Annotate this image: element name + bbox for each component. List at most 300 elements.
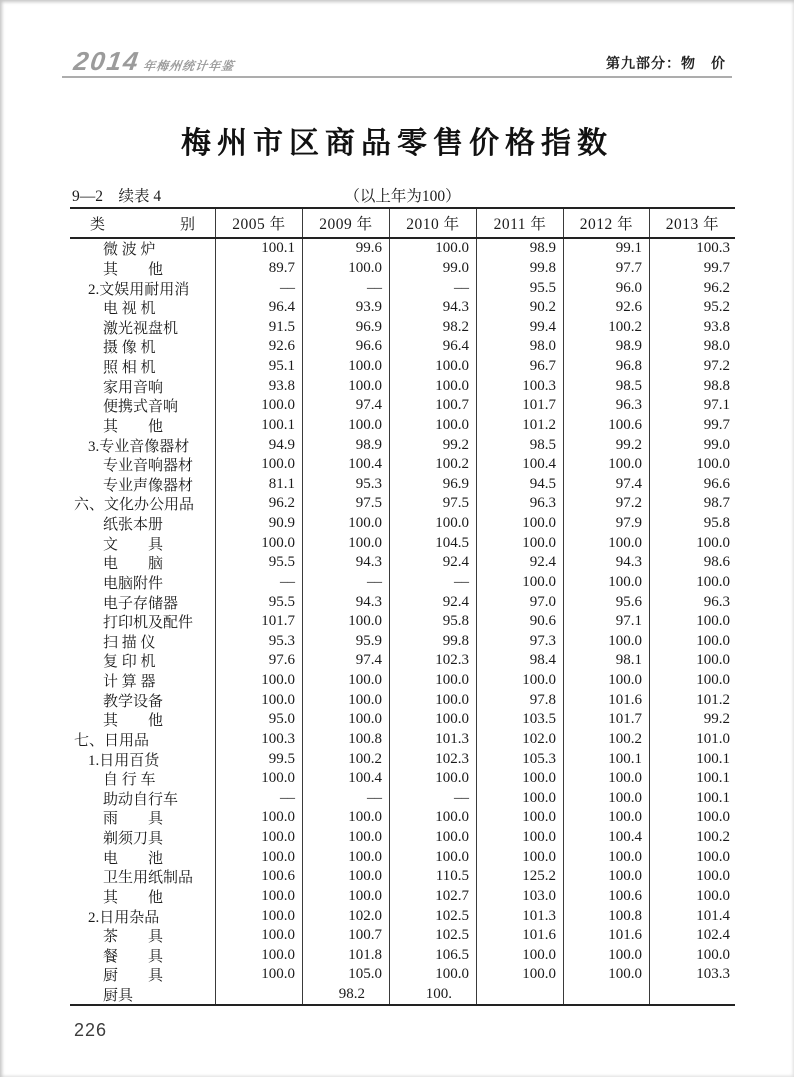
value-cell: 100.0: [389, 514, 476, 534]
category-cell: 打印机及配件: [103, 615, 194, 632]
value-cell: 100.0: [563, 769, 649, 789]
table-row: [70, 808, 735, 828]
value-cell: ––: [389, 789, 476, 809]
value-cell: 100.0: [389, 671, 476, 691]
page-number: 226: [74, 1020, 108, 1040]
table-row: [70, 318, 735, 338]
year-header-cell: 2010 年: [389, 209, 476, 237]
value-cell: 100.0: [215, 847, 302, 867]
category-cell: 电 脑: [103, 556, 164, 573]
value-cell: ––: [215, 789, 302, 809]
category-cell: 激光视盘机: [103, 320, 179, 337]
table-row: [70, 357, 735, 377]
table-row: [70, 475, 735, 495]
value-cell: 100.2: [389, 455, 476, 475]
value-cell: 98.0: [476, 337, 563, 357]
value-cell: 100.0: [215, 906, 302, 926]
table-row: [70, 573, 735, 593]
value-cell: 100.0: [389, 239, 476, 259]
value-cell: 95.0: [215, 710, 302, 730]
value-cell: 100.0: [302, 847, 389, 867]
value-cell: 100.0: [476, 769, 563, 789]
value-cell: [476, 985, 563, 1005]
value-cell: 98.8: [649, 376, 735, 396]
year-header-cell: 2011 年: [476, 209, 563, 237]
value-cell: 100.0: [649, 887, 735, 907]
category-cell: 2.日用杂品: [88, 909, 160, 926]
page-title: 梅州市区商品零售价格指数: [181, 127, 613, 160]
value-cell: 102.5: [389, 926, 476, 946]
logo-subtitle: 年梅州统计年鉴: [142, 59, 236, 73]
value-cell: 96.9: [389, 475, 476, 495]
value-cell: 93.9: [302, 298, 389, 318]
value-cell: 101.4: [649, 906, 735, 926]
value-cell: 101.6: [476, 926, 563, 946]
category-cell: 电子存储器: [103, 595, 179, 612]
value-cell: 105.3: [476, 749, 563, 769]
value-cell: 100.4: [302, 455, 389, 475]
value-cell: 100.0: [476, 789, 563, 809]
value-cell: 97.6: [215, 651, 302, 671]
value-cell: 100.2: [649, 828, 735, 848]
value-cell: 100.1: [563, 749, 649, 769]
value-cell: 95.9: [302, 632, 389, 652]
value-cell: 92.4: [389, 592, 476, 612]
value-cell: 99.5: [215, 749, 302, 769]
table-row: [70, 435, 735, 455]
value-cell: 100.0: [389, 357, 476, 377]
value-cell: 96.6: [302, 337, 389, 357]
value-cell: 100.0: [649, 946, 735, 966]
table-row: [70, 278, 735, 298]
value-cell: [649, 985, 735, 1005]
category-cell: 其 他: [103, 713, 164, 730]
table-row: [70, 337, 735, 357]
value-cell: 97.7: [563, 259, 649, 279]
value-cell: 100.0: [215, 396, 302, 416]
value-cell: 100.0: [302, 808, 389, 828]
value-cell: 98.5: [476, 435, 563, 455]
value-cell: 100.0: [215, 455, 302, 475]
table-row: [70, 730, 735, 750]
value-cell: 94.5: [476, 475, 563, 495]
value-cell: 100.4: [563, 828, 649, 848]
value-cell: 100.0: [649, 671, 735, 691]
value-cell: 98.0: [649, 337, 735, 357]
value-cell: 97.4: [302, 651, 389, 671]
value-cell: 96.9: [302, 318, 389, 338]
value-cell: 100.0: [215, 926, 302, 946]
table-row: [70, 455, 735, 475]
value-cell: 95.3: [215, 632, 302, 652]
value-cell: 97.2: [563, 494, 649, 514]
value-cell: 96.2: [649, 278, 735, 298]
table-caption: [70, 184, 735, 206]
value-cell: 98.4: [476, 651, 563, 671]
value-cell: 96.3: [476, 494, 563, 514]
value-cell: 101.6: [563, 926, 649, 946]
value-cell: 103.5: [476, 710, 563, 730]
category-cell: 纸张本册: [103, 517, 164, 534]
value-cell: 99.2: [649, 710, 735, 730]
value-cell: 81.1: [215, 475, 302, 495]
value-cell: 100.0: [215, 946, 302, 966]
value-cell: 100.0: [389, 965, 476, 985]
table-row: [70, 651, 735, 671]
value-cell: 100.0: [649, 867, 735, 887]
value-cell: 100.0: [389, 769, 476, 789]
table-row: [70, 259, 735, 279]
value-cell: 95.8: [389, 612, 476, 632]
value-cell: 94.3: [302, 592, 389, 612]
value-cell: 100.0: [302, 357, 389, 377]
value-cell: 100.0: [302, 867, 389, 887]
table-row: [70, 926, 735, 946]
value-cell: 100.0: [649, 808, 735, 828]
caption-label: 9—2 续表 4: [72, 188, 162, 205]
value-cell: 100.0: [476, 847, 563, 867]
value-cell: 97.0: [476, 592, 563, 612]
value-cell: 95.5: [215, 553, 302, 573]
value-cell: 100.0: [476, 946, 563, 966]
value-cell: 100.0: [302, 259, 389, 279]
value-cell: ––: [389, 278, 476, 298]
value-cell: 110.5: [389, 867, 476, 887]
value-cell: 95.3: [302, 475, 389, 495]
value-cell: ––: [215, 573, 302, 593]
value-cell: 100.0: [649, 573, 735, 593]
table-row: [70, 985, 735, 1005]
value-cell: 96.0: [563, 278, 649, 298]
value-cell: 97.1: [563, 612, 649, 632]
table-row: [70, 965, 735, 985]
value-cell: 99.2: [563, 435, 649, 455]
value-cell: 100.0: [389, 416, 476, 436]
value-cell: 100.1: [215, 416, 302, 436]
category-cell: 其 他: [103, 418, 164, 435]
value-cell: 98.6: [649, 553, 735, 573]
category-cell: 微 波 炉: [103, 242, 156, 259]
value-cell: 100.0: [302, 671, 389, 691]
value-cell: 100.0: [389, 710, 476, 730]
value-cell: 101.6: [563, 690, 649, 710]
table-row: [70, 769, 735, 789]
value-cell: 100.: [389, 985, 476, 1005]
value-cell: 100.1: [649, 769, 735, 789]
value-cell: 100.0: [563, 946, 649, 966]
category-cell: 2.文娱用耐用消: [88, 281, 190, 298]
value-cell: 99.4: [476, 318, 563, 338]
value-cell: 101.7: [215, 612, 302, 632]
value-cell: 100.6: [563, 887, 649, 907]
value-cell: 96.4: [389, 337, 476, 357]
value-cell: ––: [302, 573, 389, 593]
value-cell: 100.0: [649, 612, 735, 632]
category-cell: 电 池: [103, 850, 164, 867]
value-cell: 100.2: [563, 730, 649, 750]
value-cell: 96.3: [563, 396, 649, 416]
table-row: [70, 553, 735, 573]
value-cell: 97.9: [563, 514, 649, 534]
table-row: [70, 887, 735, 907]
value-cell: 100.0: [302, 710, 389, 730]
value-cell: 100.0: [389, 690, 476, 710]
value-cell: 97.3: [476, 632, 563, 652]
value-cell: 103.0: [476, 887, 563, 907]
value-cell: 102.3: [389, 749, 476, 769]
value-cell: 100.0: [563, 632, 649, 652]
value-cell: 99.6: [302, 239, 389, 259]
value-cell: 100.0: [649, 847, 735, 867]
table-row: [70, 514, 735, 534]
value-cell: 98.7: [649, 494, 735, 514]
value-cell: 99.0: [649, 435, 735, 455]
table-row: [70, 749, 735, 769]
value-cell: 95.6: [563, 592, 649, 612]
table-row: [70, 396, 735, 416]
value-cell: [563, 985, 649, 1005]
value-cell: 100.0: [389, 847, 476, 867]
value-cell: 99.1: [563, 239, 649, 259]
value-cell: 97.5: [302, 494, 389, 514]
value-cell: 90.6: [476, 612, 563, 632]
value-cell: 98.9: [563, 337, 649, 357]
value-cell: 100.0: [215, 828, 302, 848]
value-cell: 100.0: [563, 867, 649, 887]
value-cell: 100.0: [215, 965, 302, 985]
value-cell: 100.0: [302, 533, 389, 553]
value-cell: 102.0: [476, 730, 563, 750]
value-cell: 100.0: [563, 455, 649, 475]
value-cell: 100.0: [389, 376, 476, 396]
value-cell: 100.3: [649, 239, 735, 259]
table-row: [70, 671, 735, 691]
category-cell: 扫 描 仪: [103, 634, 156, 651]
value-cell: 92.6: [563, 298, 649, 318]
table-row: [70, 533, 735, 553]
table-row: [70, 906, 735, 926]
value-cell: 100.0: [389, 808, 476, 828]
category-cell: 照 相 机: [103, 360, 156, 377]
category-cell: 其 他: [103, 261, 164, 278]
category-cell: 六、文化办公用品: [74, 497, 195, 514]
value-cell: 100.0: [563, 808, 649, 828]
table-row: [70, 847, 735, 867]
value-cell: ––: [389, 573, 476, 593]
value-cell: 99.7: [649, 416, 735, 436]
category-cell: 茶 具: [103, 929, 164, 946]
value-cell: 100.0: [563, 533, 649, 553]
value-cell: 98.2: [302, 985, 389, 1005]
value-cell: 97.8: [476, 690, 563, 710]
table-row: [70, 690, 735, 710]
year-header-cell: 2005 年: [215, 209, 302, 237]
value-cell: 92.6: [215, 337, 302, 357]
category-cell: 剃须刀具: [103, 831, 164, 848]
value-cell: 100.0: [302, 416, 389, 436]
table-row: [70, 632, 735, 652]
table-row: [70, 828, 735, 848]
value-cell: 100.0: [476, 828, 563, 848]
value-cell: 100.7: [302, 926, 389, 946]
value-cell: 93.8: [215, 376, 302, 396]
price-index-table: [70, 207, 735, 1006]
table-row: [70, 416, 735, 436]
value-cell: 97.5: [389, 494, 476, 514]
value-cell: 100.6: [215, 867, 302, 887]
value-cell: 104.5: [389, 533, 476, 553]
category-cell: 1.日用百货: [88, 752, 160, 769]
value-cell: 96.8: [563, 357, 649, 377]
category-cell: 雨 具: [103, 811, 164, 828]
value-cell: 97.1: [649, 396, 735, 416]
value-cell: 101.0: [649, 730, 735, 750]
value-cell: 95.5: [476, 278, 563, 298]
value-cell: 100.0: [649, 533, 735, 553]
category-cell: 复 印 机: [103, 654, 156, 671]
value-cell: 100.0: [215, 769, 302, 789]
value-cell: 100.0: [215, 690, 302, 710]
value-cell: 100.0: [649, 651, 735, 671]
category-cell: 便携式音响: [103, 399, 179, 416]
value-cell: 101.2: [476, 416, 563, 436]
value-cell: 89.7: [215, 259, 302, 279]
value-cell: ––: [215, 278, 302, 298]
value-cell: 94.3: [389, 298, 476, 318]
value-cell: 100.0: [476, 573, 563, 593]
category-cell: 电脑附件: [103, 575, 164, 592]
year-header-cell: 2013 年: [649, 209, 735, 237]
value-cell: 94.3: [563, 553, 649, 573]
category-cell: 专业声像器材: [103, 477, 194, 494]
year-header-cell: 2012 年: [563, 209, 649, 237]
value-cell: 100.0: [302, 514, 389, 534]
value-cell: 100.0: [302, 828, 389, 848]
value-cell: 125.2: [476, 867, 563, 887]
value-cell: 96.3: [649, 592, 735, 612]
value-cell: 100.8: [563, 906, 649, 926]
category-cell: 电 视 机: [103, 301, 156, 318]
value-cell: 100.3: [215, 730, 302, 750]
value-cell: 100.0: [563, 573, 649, 593]
category-cell: 厨具: [103, 988, 134, 1005]
value-cell: 100.0: [649, 455, 735, 475]
value-cell: 101.7: [563, 710, 649, 730]
section-label: 第九部分：物 价: [606, 55, 726, 71]
table-row: [70, 946, 735, 966]
value-cell: 100.3: [476, 376, 563, 396]
value-cell: 92.4: [476, 553, 563, 573]
value-cell: 100.0: [476, 514, 563, 534]
category-cell: 3.专业音像器材: [88, 438, 190, 455]
category-cell: 教学设备: [103, 693, 164, 710]
value-cell: 93.8: [649, 318, 735, 338]
value-cell: 95.1: [215, 357, 302, 377]
value-cell: 101.3: [389, 730, 476, 750]
value-cell: 102.7: [389, 887, 476, 907]
value-cell: 96.7: [476, 357, 563, 377]
value-cell: 99.0: [389, 259, 476, 279]
table-header-row: [70, 209, 735, 239]
value-cell: 98.5: [563, 376, 649, 396]
table-row: [70, 592, 735, 612]
value-cell: 100.0: [302, 612, 389, 632]
category-cell: 文 具: [103, 536, 164, 553]
value-cell: 100.1: [649, 749, 735, 769]
category-cell: 卫生用纸制品: [103, 870, 194, 887]
value-cell: 100.0: [215, 808, 302, 828]
value-cell: 101.2: [649, 690, 735, 710]
value-cell: 100.4: [302, 769, 389, 789]
value-cell: 96.2: [215, 494, 302, 514]
value-cell: 98.9: [476, 239, 563, 259]
value-cell: 97.4: [302, 396, 389, 416]
value-cell: 92.4: [389, 553, 476, 573]
value-cell: 95.2: [649, 298, 735, 318]
value-cell: 100.2: [302, 749, 389, 769]
table-row: [70, 710, 735, 730]
category-cell: 七、日用品: [74, 732, 150, 749]
category-cell: 厨 具: [103, 968, 164, 985]
value-cell: 100.0: [563, 671, 649, 691]
value-cell: 91.5: [215, 318, 302, 338]
value-cell: 95.5: [215, 592, 302, 612]
category-cell: 计 算 器: [103, 674, 156, 691]
value-cell: 105.0: [302, 965, 389, 985]
value-cell: 100.0: [215, 671, 302, 691]
value-cell: 106.5: [389, 946, 476, 966]
value-cell: 100.1: [215, 239, 302, 259]
value-cell: 100.1: [649, 789, 735, 809]
value-cell: 99.8: [389, 632, 476, 652]
table-row: [70, 298, 735, 318]
value-cell: 100.0: [302, 690, 389, 710]
value-cell: 101.3: [476, 906, 563, 926]
category-cell: 餐 具: [103, 948, 164, 965]
value-cell: 99.7: [649, 259, 735, 279]
value-cell: 99.8: [476, 259, 563, 279]
value-cell: 100.0: [563, 847, 649, 867]
category-cell: 专业音响器材: [103, 458, 194, 475]
category-cell: 自 行 车: [103, 772, 156, 789]
value-cell: 100.0: [302, 887, 389, 907]
value-cell: 100.0: [563, 789, 649, 809]
table-row: [70, 867, 735, 887]
value-cell: 98.9: [302, 435, 389, 455]
value-cell: 95.8: [649, 514, 735, 534]
caption-note: （以上年为100）: [344, 188, 461, 205]
value-cell: 97.4: [563, 475, 649, 495]
value-cell: 100.0: [476, 671, 563, 691]
yearbook-logo: [72, 46, 237, 77]
value-cell: 98.1: [563, 651, 649, 671]
value-cell: 100.0: [302, 376, 389, 396]
table-row: [70, 494, 735, 514]
value-cell: ––: [302, 278, 389, 298]
value-cell: [215, 985, 302, 1005]
value-cell: 102.3: [389, 651, 476, 671]
value-cell: 96.6: [649, 475, 735, 495]
value-cell: 100.0: [649, 632, 735, 652]
value-cell: 100.6: [563, 416, 649, 436]
category-header-cell: 类 别: [89, 216, 195, 233]
value-cell: 101.7: [476, 396, 563, 416]
table-row: [70, 612, 735, 632]
value-cell: 94.9: [215, 435, 302, 455]
header-bar: [62, 44, 732, 78]
value-cell: 102.4: [649, 926, 735, 946]
value-cell: 102.5: [389, 906, 476, 926]
